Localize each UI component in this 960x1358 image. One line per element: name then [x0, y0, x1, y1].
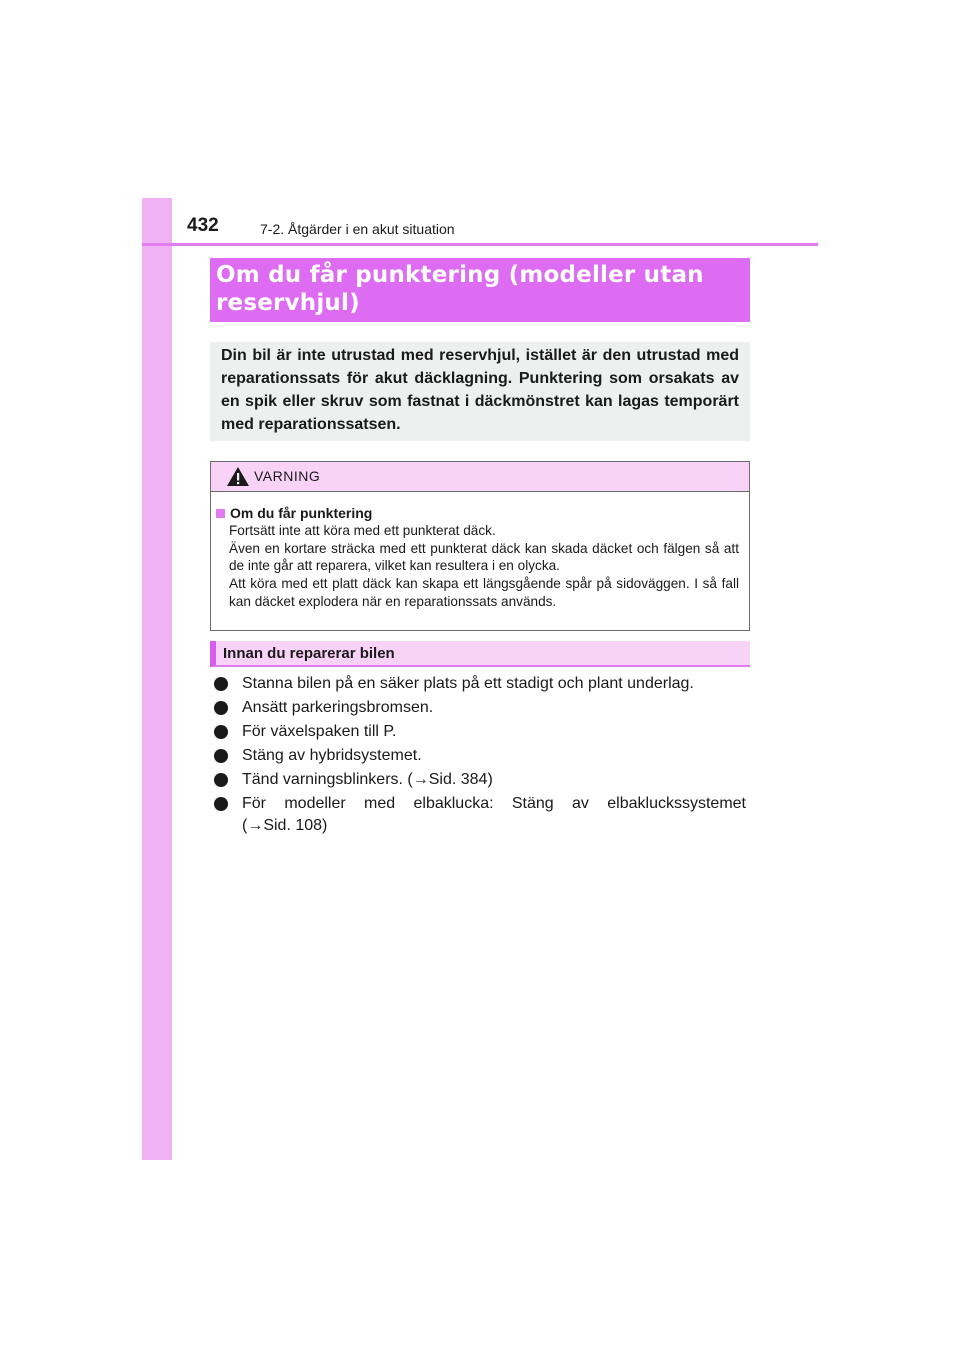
list-item-text: Tänd varningsblinkers. (→Sid. 384) [242, 771, 493, 788]
warning-subheading-text: Om du får punktering [230, 505, 373, 521]
intro-box [210, 342, 750, 441]
list-item [212, 745, 746, 767]
page-title: Om du får punktering (modeller utan reservhjul) [216, 262, 704, 316]
before-repair-header [210, 641, 750, 667]
bullet-dot-icon [214, 677, 228, 691]
list-item-text: Ansätt parkeringsbromsen. [242, 699, 434, 716]
list-item-text-continued: (→Sid. 108) [242, 817, 328, 834]
before-repair-title: Innan du reparerar bilen [223, 645, 395, 662]
warning-header [211, 462, 749, 492]
chapter-side-bar [142, 198, 172, 1160]
list-item [212, 793, 746, 837]
list-item [212, 721, 746, 743]
list-item-text: Stanna bilen på en säker plats på ett stadigt och plant underlag. [242, 675, 694, 692]
warning-text [216, 522, 739, 611]
list-item [212, 769, 746, 791]
list-item [212, 697, 746, 719]
list-item-text: För växelspaken till P. [242, 723, 397, 740]
warning-label: VARNING [254, 468, 321, 484]
section-path: 7-2. Åtgärder i en akut situation [260, 221, 455, 237]
page-number: 432 [187, 215, 219, 236]
square-bullet-icon [216, 509, 225, 518]
warning-subheading [216, 504, 739, 522]
bullet-dot-icon [214, 749, 228, 763]
header-rule [142, 243, 818, 246]
intro-text: Din bil är inte utrustad med reservhjul, istället är den utrustad med reparationssats för akut däcklagning. Punktering som orsakats av en spik eller skruv som fastnat i däckmönstret kan lagas temporärt med reparationssatsen. [221, 347, 739, 433]
bullet-dot-icon [214, 797, 228, 811]
list-item [212, 673, 746, 695]
warning-line: Även en kortare sträcka med ett punkterat däck kan skada däcket och fälgen så att de inte går att reparera, vilket kan resultera i en olycka. [229, 540, 739, 574]
warning-line: Fortsätt inte att köra med ett punkterat däck. [229, 523, 496, 538]
list-item-text: Stäng av hybridsystemet. [242, 747, 422, 764]
warning-body [211, 492, 749, 611]
warning-triangle-icon [226, 466, 250, 487]
before-repair-list [212, 673, 746, 839]
warning-line: Att köra med ett platt däck kan skapa ett längsgående spår på sidoväggen. I så fall kan däcket explodera när en reparationssats används. [229, 576, 739, 609]
bullet-dot-icon [214, 773, 228, 787]
bullet-dot-icon [214, 725, 228, 739]
warning-box [210, 461, 750, 631]
title-box [210, 258, 750, 322]
bullet-dot-icon [214, 701, 228, 715]
list-item-text: För modeller med elbaklucka: Stäng av elbakluckssystemet [242, 795, 746, 812]
